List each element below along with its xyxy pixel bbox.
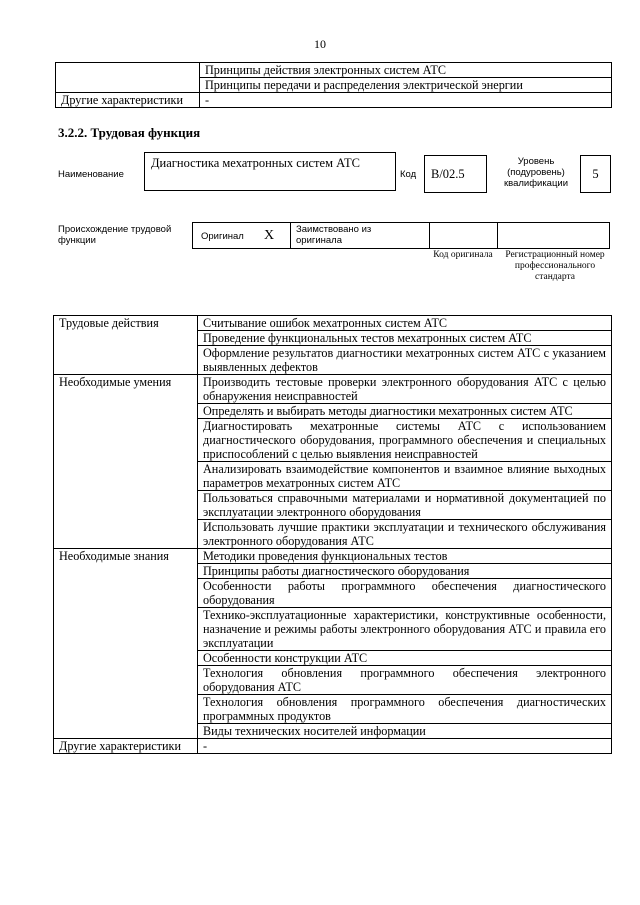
skills-label: Необходимые умения (54, 375, 198, 549)
labor-function-table (53, 315, 612, 754)
origin-code-cell (429, 222, 498, 249)
table-cell: Методики проведения функциональных тестов (198, 549, 612, 564)
table-row (56, 93, 612, 108)
table-row (56, 63, 612, 78)
table-cell-label (56, 63, 200, 93)
labor-actions-label: Трудовые действия (54, 316, 198, 375)
reg-number-cell (497, 222, 610, 249)
table-row (54, 375, 612, 404)
level-label: Уровень (подуровень) квалификации (503, 156, 569, 189)
table-row (54, 549, 612, 564)
table-cell: Технико-эксплуатационные характеристики, конструктивные особенности, назначение и режимы работы электронного оборудования АТС и правила его эксплуатации (198, 608, 612, 651)
other-label: Другие характеристики (54, 739, 198, 754)
reg-number-caption: Регистрационный номер профессионального стандарта (505, 250, 605, 282)
table-cell: Пользоваться справочными материалами и нормативной документацией по эксплуатации электронного оборудования (198, 491, 612, 520)
table-cell: Виды технических носителей информации (198, 724, 612, 739)
top-continuation-table (55, 62, 612, 108)
table-cell: Принципы работы диагностического оборудования (198, 564, 612, 579)
level-value: 5 (580, 155, 611, 193)
table-cell: Определять и выбирать методы диагностики мехатронных систем АТС (198, 404, 612, 419)
original-mark: X (264, 228, 275, 243)
table-cell: Диагностировать мехатронные системы АТС с использованием диагностического оборудования, программного обеспечения и специальных приспособлений с целью выявления неисправностей (198, 419, 612, 462)
table-cell: Производить тестовые проверки электронного оборудования АТС с целью обнаружения неисправностей (198, 375, 612, 404)
table-cell: - (198, 739, 612, 754)
code-label: Код (400, 169, 417, 180)
table-cell-value: - (200, 93, 612, 108)
table-cell: Особенности конструкции АТС (198, 651, 612, 666)
table-cell: Технология обновления программного обеспечения диагностических программных продуктов (198, 695, 612, 724)
table-cell: Технология обновления программного обеспечения электронного оборудования АТС (198, 666, 612, 695)
table-cell: Считывание ошибок мехатронных систем АТС (198, 316, 612, 331)
origin-code-caption: Код оригинала (433, 250, 493, 260)
page-number: 10 (314, 37, 326, 51)
table-cell: Особенности работы программного обеспечения диагностического оборудования (198, 579, 612, 608)
borrowed-cell (290, 222, 430, 249)
knowledge-label: Необходимые знания (54, 549, 198, 739)
table-cell-label: Другие характеристики (56, 93, 200, 108)
table-cell: Проведение функциональных тестов мехатронных систем АТС (198, 331, 612, 346)
table-cell: Оформление результатов диагностики мехатронных систем АТС с указанием выявленных дефектов (198, 346, 612, 375)
origin-label: Происхождение трудовой функции (58, 224, 172, 246)
section-heading: 3.2.2. Трудовая функция (58, 125, 201, 140)
table-cell-value: Принципы передачи и распределения электрической энергии (200, 78, 612, 93)
table-row (54, 739, 612, 754)
table-cell: Использовать лучшие практики эксплуатации и технического обслуживания электронного оборудования АТС (198, 520, 612, 549)
table-cell: Анализировать взаимодействие компонентов и взаимное влияние выходных параметров мехатронных систем АТС (198, 462, 612, 491)
name-value: Диагностика мехатронных систем АТС (144, 152, 396, 191)
table-cell-value: Принципы действия электронных систем АТС (200, 63, 612, 78)
code-value: B/02.5 (424, 155, 487, 193)
original-cell (192, 222, 291, 249)
name-label: Наименование (58, 169, 124, 180)
original-label: Оригинал (201, 231, 244, 242)
borrowed-label: Заимствовано из оригинала (296, 224, 372, 246)
table-row (54, 316, 612, 331)
